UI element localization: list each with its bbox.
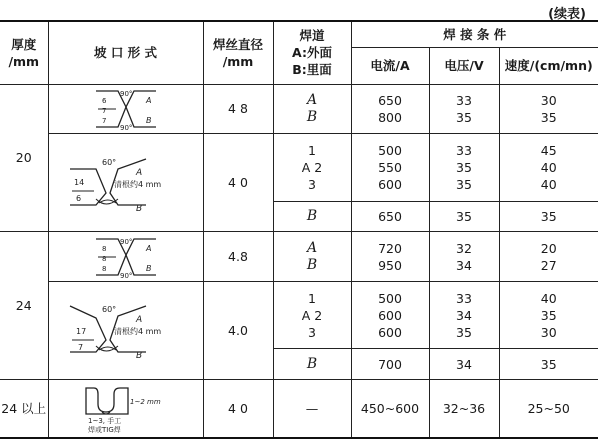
header-groove: 坡 口 形 式: [48, 21, 203, 84]
v-groove-sketch-icon: [66, 300, 186, 360]
voltage-cell: 32~36: [429, 379, 499, 438]
pass-cell: 1 A 2 3: [273, 134, 351, 201]
header-current: 电流/A: [351, 47, 429, 84]
pass-cell: B: [273, 201, 351, 231]
current-cell: 450~600: [351, 379, 429, 438]
header-voltage: 电压/V: [429, 47, 499, 84]
svg-text:90°: 90°: [119, 271, 132, 279]
svg-text:90°: 90°: [119, 237, 132, 246]
speed-cell: 45 40 40: [499, 134, 598, 201]
u-groove-sketch-icon: [80, 382, 172, 434]
svg-text:清根约4 mm: 清根约4 mm: [113, 179, 161, 189]
speed-cell: 35: [499, 349, 598, 379]
header-pass: 焊道 A:外面 B:里面: [273, 21, 351, 84]
pass-cell: A B: [273, 84, 351, 134]
pass-cell: 1 A 2 3: [273, 282, 351, 349]
groove-sketch-v: [48, 282, 203, 380]
svg-text:90°: 90°: [119, 123, 132, 131]
v-groove-sketch-icon: [66, 153, 186, 213]
svg-text:7: 7: [101, 106, 106, 115]
table-row: [0, 134, 598, 201]
voltage-cell: 33 35: [429, 84, 499, 134]
current-cell: 650: [351, 201, 429, 231]
table-row: [0, 282, 598, 349]
table-row: [0, 232, 598, 282]
svg-text:8: 8: [101, 244, 106, 253]
x-groove-sketch-icon: [90, 235, 162, 279]
voltage-cell: 33 34 35: [429, 282, 499, 349]
speed-cell: 40 35 30: [499, 282, 598, 349]
svg-text:7: 7: [77, 343, 83, 353]
svg-text:B: B: [135, 203, 142, 213]
svg-text:8: 8: [101, 254, 106, 263]
svg-text:7: 7: [101, 116, 106, 125]
svg-text:14: 14: [73, 177, 84, 187]
header-thickness: 厚度 /mm: [0, 21, 48, 84]
voltage-cell: 35: [429, 201, 499, 231]
thickness-cell: 24 以上: [0, 379, 48, 438]
speed-cell: 25~50: [499, 379, 598, 438]
svg-text:6: 6: [75, 193, 81, 203]
wire-cell: 4 8: [203, 84, 273, 134]
svg-text:17: 17: [75, 327, 86, 337]
table-row: [0, 379, 598, 438]
svg-text:清根约4 mm: 清根约4 mm: [113, 327, 161, 337]
current-cell: 650 800: [351, 84, 429, 134]
svg-text:90°: 90°: [119, 89, 132, 98]
voltage-cell: 33 35 35: [429, 134, 499, 201]
wire-cell: 4.0: [203, 282, 273, 380]
current-cell: 500 600 600: [351, 282, 429, 349]
svg-text:B: B: [145, 263, 151, 273]
current-cell: 720 950: [351, 232, 429, 282]
svg-text:1~3, 手工: 1~3, 手工: [87, 417, 121, 426]
svg-text:A: A: [135, 315, 142, 326]
wire-cell: 4 0: [203, 379, 273, 438]
svg-text:6: 6: [101, 96, 106, 105]
header-wire: 焊丝直径 /mm: [203, 21, 273, 84]
thickness-cell: 20: [0, 84, 48, 232]
wire-cell: 4.8: [203, 232, 273, 282]
svg-text:1~2 mm: 1~2 mm: [129, 398, 161, 407]
svg-text:60°: 60°: [101, 305, 116, 315]
welding-conditions-table: [0, 20, 598, 439]
voltage-cell: 32 34: [429, 232, 499, 282]
speed-cell: 35: [499, 201, 598, 231]
groove-sketch-v: [48, 134, 203, 232]
svg-text:8: 8: [101, 264, 106, 273]
header-speed: 速度/(cm/mn): [499, 47, 598, 84]
table-row: [0, 84, 598, 134]
speed-cell: 30 35: [499, 84, 598, 134]
voltage-cell: 34: [429, 349, 499, 379]
groove-sketch-x: [48, 84, 203, 134]
pass-cell: A B: [273, 232, 351, 282]
svg-text:B: B: [135, 351, 142, 361]
current-cell: 700: [351, 349, 429, 379]
svg-text:B: B: [145, 115, 151, 125]
current-cell: 500 550 600: [351, 134, 429, 201]
wire-cell: 4 0: [203, 134, 273, 232]
groove-sketch-u: [48, 379, 203, 438]
svg-text:焊或TIG焊: 焊或TIG焊: [87, 426, 121, 435]
pass-cell: —: [273, 379, 351, 438]
groove-sketch-x: [48, 232, 203, 282]
svg-text:A: A: [145, 243, 151, 253]
pass-cell: B: [273, 349, 351, 379]
svg-text:A: A: [145, 95, 151, 105]
continued-note: (续表): [548, 7, 586, 22]
svg-text:60°: 60°: [101, 157, 116, 167]
svg-text:A: A: [135, 167, 142, 178]
header-conditions: 焊 接 条 件: [351, 21, 598, 47]
speed-cell: 20 27: [499, 232, 598, 282]
thickness-cell: 24: [0, 232, 48, 380]
x-groove-sketch-icon: [90, 87, 162, 131]
